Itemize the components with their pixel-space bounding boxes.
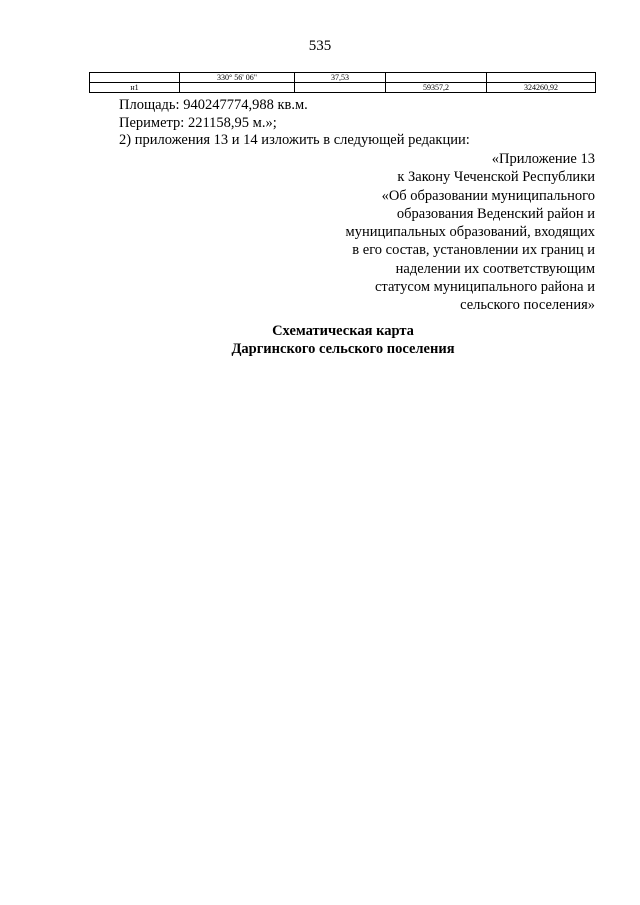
annex-line: наделении их соответствующим bbox=[395, 260, 595, 277]
table-cell: н1 bbox=[90, 83, 180, 93]
table-cell bbox=[180, 83, 295, 93]
map-title bbox=[0, 322, 640, 358]
map-title-line: Схематическая карта bbox=[272, 323, 414, 339]
table-row bbox=[90, 73, 596, 83]
annex-line: в его состав, установлении их границ и bbox=[352, 242, 595, 259]
table-cell: 37,53 bbox=[295, 73, 386, 83]
table-cell bbox=[386, 73, 487, 83]
perimeter-text: Периметр: 221158,95 м.»; bbox=[119, 115, 277, 131]
annex-heading bbox=[275, 150, 595, 315]
table-cell: 330° 56' 06" bbox=[180, 73, 295, 83]
coordinates-table bbox=[89, 72, 596, 93]
map-title-line: Даргинского сельского поселения bbox=[231, 341, 455, 357]
annex-line: «Приложение 13 bbox=[491, 151, 595, 167]
annex-line: к Закону Чеченской Республики bbox=[397, 169, 595, 186]
area-text: Площадь: 940247774,988 кв.м. bbox=[119, 97, 308, 113]
annex-line: статусом муниципального района и bbox=[375, 279, 595, 296]
table-cell bbox=[295, 83, 386, 93]
table-row bbox=[90, 83, 596, 93]
table-cell bbox=[90, 73, 180, 83]
annex-line: «Об образовании муниципального bbox=[381, 187, 595, 204]
amendment-item-text: 2) приложения 13 и 14 изложить в следующей редакции: bbox=[119, 132, 470, 148]
annex-line: образования Веденский район и bbox=[396, 205, 595, 222]
table-cell: 59357,2 bbox=[386, 83, 487, 93]
annex-line: муниципальных образований, входящих bbox=[345, 224, 595, 241]
table-cell bbox=[487, 73, 596, 83]
page-number: 535 bbox=[308, 38, 332, 54]
annex-line: сельского поселения» bbox=[460, 297, 595, 314]
table-cell: 324260,92 bbox=[487, 83, 596, 93]
